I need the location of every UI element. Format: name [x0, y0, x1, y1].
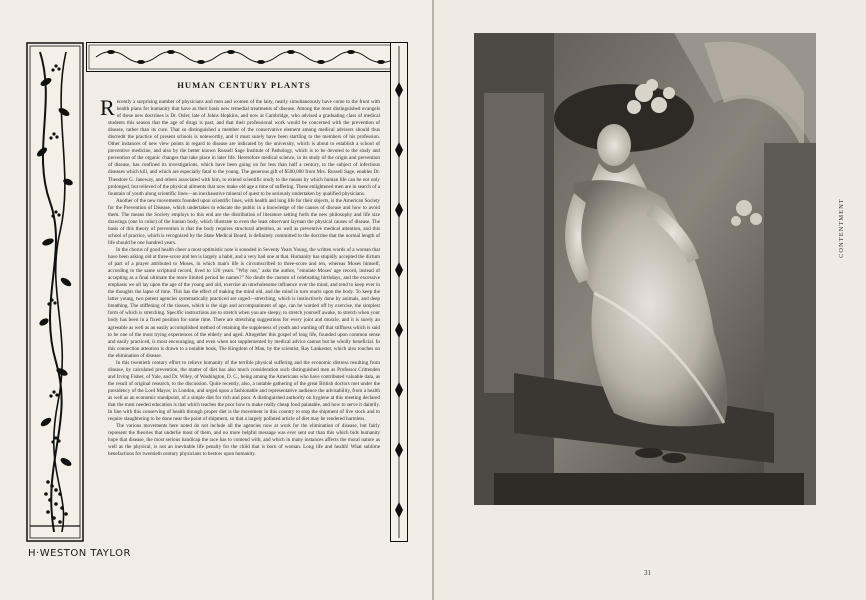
article [100, 80, 380, 458]
paragraph-4: In this twentieth century effort to relieve humanity of the terrible physical suffering and the economic distress resulting from disease, by calculated prevention, the matter of diet has also much consideration such distinguished men as Professor Crittenden and Irving Fisher, of Yale, and Dr. Wiley, of Washington, D. C., being among the Americans who have contributed valuable data, as the result of original research, to the discussion. Quite recently, also, a notable gathering of the great British doctors met under the presidency of the Lord Mayor, in London, and urged upon a fashionable and representative audience the advisability, from a health as well as an economic standpoint, of a simple diet for rich and poor. A distinguished authority on hygiene at this meeting declared that the most needed education is that which teaches the poor how to make really cheap food palatable, and how to serve it daintily. In line with this conserving of health through proper diet is the movement in this country to stop the shipment of live stock and to require slaughtering to be done near the point of shipment, so that a largely polluted article of diet may be rendered harmless. [108, 359, 380, 423]
artist-signature: H·WESTON TAYLOR [28, 548, 131, 559]
portrait-photograph [474, 33, 816, 505]
drop-cap: R [100, 95, 115, 120]
page-number: 31 [644, 569, 651, 577]
paragraph-3: In the chorus of good health cheer a most optimistic note is sounded in Seventy Years Young, the written words of a woman that have been asking old at three-score and ten is largely a habit, and a very bad one at that. Humanity has stupidly accepted the dictum of part of a prayer attributed to Moses, in which man's life is circumscribed to three-score and ten, whereas Moses himself, according to the same scriptural record, lived to 120 years. "Why not," asks the author, "emulate Moses' age record, instead of accepting as a final ultimate the more limited period he names?" No doubt the custom of celebrating birthdays, and the excessive emphasis we all lay upon the age of the young and old, exercise an unwholesome influence over the mind, and tend to keep ever in the thoughts the lapse of time. This has the effect of making the mind old, and the mind in turn reacts upon the body. To keep the latter young, two potent agencies systematically practiced are urged—stretching, which is instinctively done by animals, and deep breathing. The stiffening of the tissues, which is the sign and accompaniment of age, can be warded off by exercise, the simplest form of which is stretching. Specific instructions are to stretch when you are sleepy, to stretch yourself awake, to stretch when your body has been in a fixed position for some time. There are stretching suggestions for every joint and muscle, and it is surely an agreeable as well as an easily accomplished method of retaining the suppleness of youth and warding off that stiffness which is said to be one of the most trying experiences of the elderly and aged. Altogether this gospel of long life, founded upon common sense and easily practiced, is most encouraging, and even when not supplemented by medical advice cannot but be wholly beneficial. In this connection attention is drawn to a notable book, The Kingdom of Man, by the scientist, Ray Lankester, which also touches on the elimination of disease. [108, 246, 380, 359]
photo-caption: CONTENTMENT [838, 198, 845, 258]
decorative-right-border [390, 42, 408, 542]
paragraph-5: The various movements here noted do not include all the agencies now at work for the elimination of disease, but fairly represent the theories that underlie most of them, and no more helpful message was ever sent out than this which bids humanity hope that disease, the most serious handicap the race has to contend with, and which in many instances affects the moral nature as well as the physical, is not an inevitable life penalty for the child that is born of woman. Long life and health! What sublime benefactions for twentieth century physicians to bestow upon humanity. [108, 423, 380, 458]
left-page [0, 0, 432, 600]
article-body [100, 95, 380, 458]
paragraph-1: ecently a surprising number of physicians and men and women of the laity, nearly simultaneously have come to the front with health plans for humanity that have as their basis new remedial treatments of disease. Among the most distinguished evangels of these new doctrines is Dr. Osler, late of Johns Hopkins, and now at Cambridge, who advised a graduating class of medical students this season that the age of drugs is past, and that their professional work would be concerned with the prevention of disease, rather than its cure. That so distinguished a member of the conservative element among medical advisers should thus discredit the practice of present schools is noteworthy, and it must surely have been startling to the members of his profession. Other instances of new view points in regard to disease are indicated by the university, which is about to establish a school of preventive medicine, and also by the better known Russell Sage Institute of Pathology, which is to be devoted to the study and prevention of the organic changes that take place in later life. Heretofore medical science, in its study of the origin and prevention of disease, has confined its investigations, which have been going on for less than half a century, to the subject of infectious diseases which kill, and which are especially fatal to the young. The generous gift of $500,000 from Mrs. Russell Sage, enables Dr. Theodore G. Janeway, and others associated with him, to extend scientific study to the means by which human life can be not only prolonged, but relieved of the physical ailments that now make old age a time of suffering. These enlightened men are in search of a fountain of youth along scientific lines—an inexhaustive mineral of quest to be seriously undertaken by qualified physicians. [108, 99, 380, 197]
paragraph-2: Another of the new movements founded upon scientific lines, with health and long life for their objects, is the American Society for the Prevention of Disease, which undertakes to educate the public in a knowledge of the causes of disease and how to avoid them. The means the Society employs to this end are the distribution of literature setting forth the new philosophy and life size drawings (one in color) of the human body, which illustrate to even the least observant layman the physical causes of disease. The basis of this theory of prevention is that the body requires structural attention, as well as preventive medical attention, and this school of practice, which is recognized by the State Medical Board, is definitely committed to the doctrine that the normal length of life should be one hundred years. [108, 197, 380, 246]
article-title: HUMAN CENTURY PLANTS [177, 80, 311, 90]
decorative-left-border [26, 42, 84, 542]
decorative-top-border [86, 42, 408, 72]
